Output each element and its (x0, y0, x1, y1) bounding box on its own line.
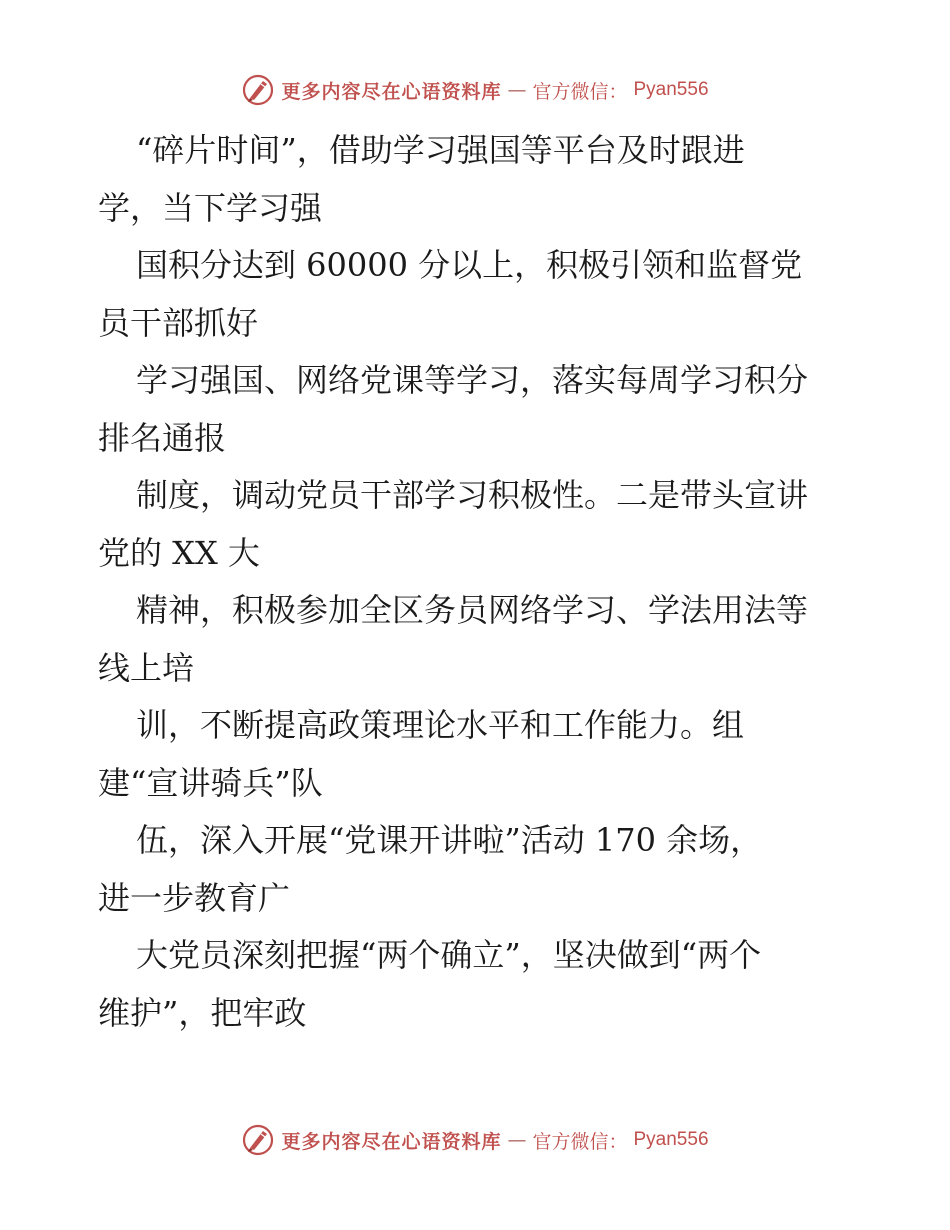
header-wechat-label: 官方微信： (532, 80, 628, 103)
header-separator: — (507, 79, 527, 101)
body-line: 训，不断提高政策理论水平和工作能力。组 (136, 706, 745, 744)
header-wechat-id: Pyan556 (633, 79, 709, 100)
header-banner-content (241, 73, 708, 107)
quill-pen-logo-icon (241, 73, 275, 107)
footer-banner (0, 1120, 950, 1160)
footer-site-text: 更多内容尽在心语资料库 (281, 1130, 502, 1153)
body-line: 学习强国、网络党课等学习，落实每周学习积分 (136, 361, 809, 399)
body-line: 伍，深入开展“党课开讲啦”活动 170 余场， (136, 821, 763, 859)
body-line: 党的 XX 大 (98, 533, 260, 572)
body-line: 排名通报 (98, 418, 227, 457)
document-body (98, 122, 858, 1042)
body-line: “碎片时间”，借助学习强国等平台及时跟进 (136, 131, 745, 169)
footer-banner-content (241, 1123, 708, 1157)
body-line: 国积分达到 60000 分以上，积极引领和监督党 (136, 246, 803, 284)
body-line: 学，当下学习强 (98, 188, 323, 227)
body-line: 大党员深刻把握“两个确立”，坚决做到“两个 (136, 936, 762, 974)
body-line: 维护”，把牢政 (98, 993, 307, 1032)
body-line: 线上培 (98, 648, 195, 687)
body-line: 制度，调动党员干部学习积极性。二是带头宣讲 (136, 476, 809, 514)
header-site-text: 更多内容尽在心语资料库 (281, 80, 502, 103)
footer-wechat-id: Pyan556 (633, 1129, 709, 1150)
header-banner (0, 70, 950, 110)
footer-separator: — (507, 1129, 527, 1151)
quill-pen-logo-icon (241, 1123, 275, 1157)
body-line: 进一步教育广 (98, 878, 291, 917)
body-line: 精神，积极参加全区务员网络学习、学法用法等 (136, 591, 809, 629)
body-line: 员干部抓好 (98, 303, 259, 342)
body-line: 建“宣讲骑兵”队 (98, 763, 323, 802)
footer-wechat-label: 官方微信： (532, 1130, 628, 1153)
